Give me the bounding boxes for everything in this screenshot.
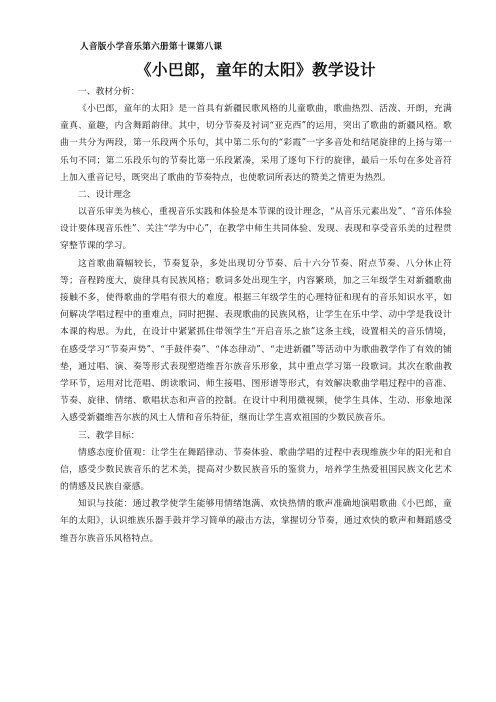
document-title: 《小巴郎，童年的太阳》教学设计 <box>135 60 376 79</box>
section-teaching-goals <box>60 428 452 548</box>
paragraph: 这首歌曲篇幅较长，节奏复杂，多处出现切分节奏、后十六分节奏、附点节奏、八分休止符等；音程跨度大，旋律具有民族风格；歌词多处出现生字，内容繁琐，加之三年级学生对新疆歌曲接触不多，使得歌曲的学唱有很大的难度。根据三年级学生的心理特征和现有的音乐知识水平，如何解决学唱过程中的重难点，同时把握、表现歌曲的民族风格，让学生在乐中学、动中学是我设计本课的构思。为此，在设计中紧紧抓住带领学生“开启音乐之旅”这条主线，设置相关的音乐情境，在感受学习“节奏声势”、“手鼓伴奏”、“体态律动”、“走进新疆”等活动中为歌曲教学作了有效的铺垫，通过唱、演、奏等形式表现塑造维吾尔族音乐形象，其中重点学习第一段歌词。其次在歌曲教学环节，运用对比范唱、朗读歌词、师生接唱、图形谱等形式，有效解决歌曲学唱过程中的音准、节奏、旋律、情绪、歌唱状态和声音的控制。在设计中利用微视频，使学生具体、生动、形象地深入感受新疆维吾尔族的风土人情和音乐特征，继而让学生喜欢祖国的少数民族音乐。 <box>60 258 452 424</box>
section-materials <box>60 84 452 187</box>
section-heading: 一、教材分析： <box>78 87 140 97</box>
section-design-concept <box>60 187 452 428</box>
section-heading: 二、设计理念 <box>78 190 131 201</box>
paragraph: 知识与技能：通过教学使学生能够用情绪饱满、欢快热情的歌声准确地演唱歌曲《小巴郎，童年的太阳》，认识维族乐器手鼓并学习简单的敲击方法，掌握切分节奏，通过欢快的歌声和舞蹈感受维吾尔族音乐风格特点。 <box>60 499 452 544</box>
document-header: 人音版小学音乐第六册第十课第八课 <box>80 42 223 52</box>
paragraph: 《小巴郎，童年的太阳》是一首具有新疆民歌风格的儿童歌曲，歌曲热烈、活泼、开朗，充满童真、童趣，内含舞蹈韵律。其中，切分节奏及衬词“亚克西”的运用，突出了歌曲的新疆风格。歌曲一共分为两段，第一乐段两个乐句，其中第二乐句的“彩霞”一字多音处和结尾旋律的上扬与第一乐句不同；第二乐段乐句的节奏比第一乐段紧凑，采用了逐句下行的旋律，最后一乐句在多处音符上加入重音记号，既突出了歌曲的节奏特点，也使歌词所表达的赞美之情更为热烈。 <box>60 104 452 183</box>
paragraph: 以音乐审美为核心，重视音乐实践和体验是本节课的设计理念，“从音乐元素出发”、“音乐体验设计要体现音乐性”、关注“学为中心”，在教学中师生共同体验、发现、表现和享受音乐美的过程贯穿整节课的学习。 <box>60 207 452 252</box>
section-heading: 三、教学目标： <box>78 430 140 441</box>
paragraph: 情感态度价值观：让学生在舞蹈律动、节奏体验、歌曲学唱的过程中表现维族少年的阳光和自信，感受少数民族音乐的艺术美，提高对少数民族音乐的鉴赏力，培养学生热爱祖国民族文化艺术的情感及民族自豪感。 <box>60 447 452 493</box>
